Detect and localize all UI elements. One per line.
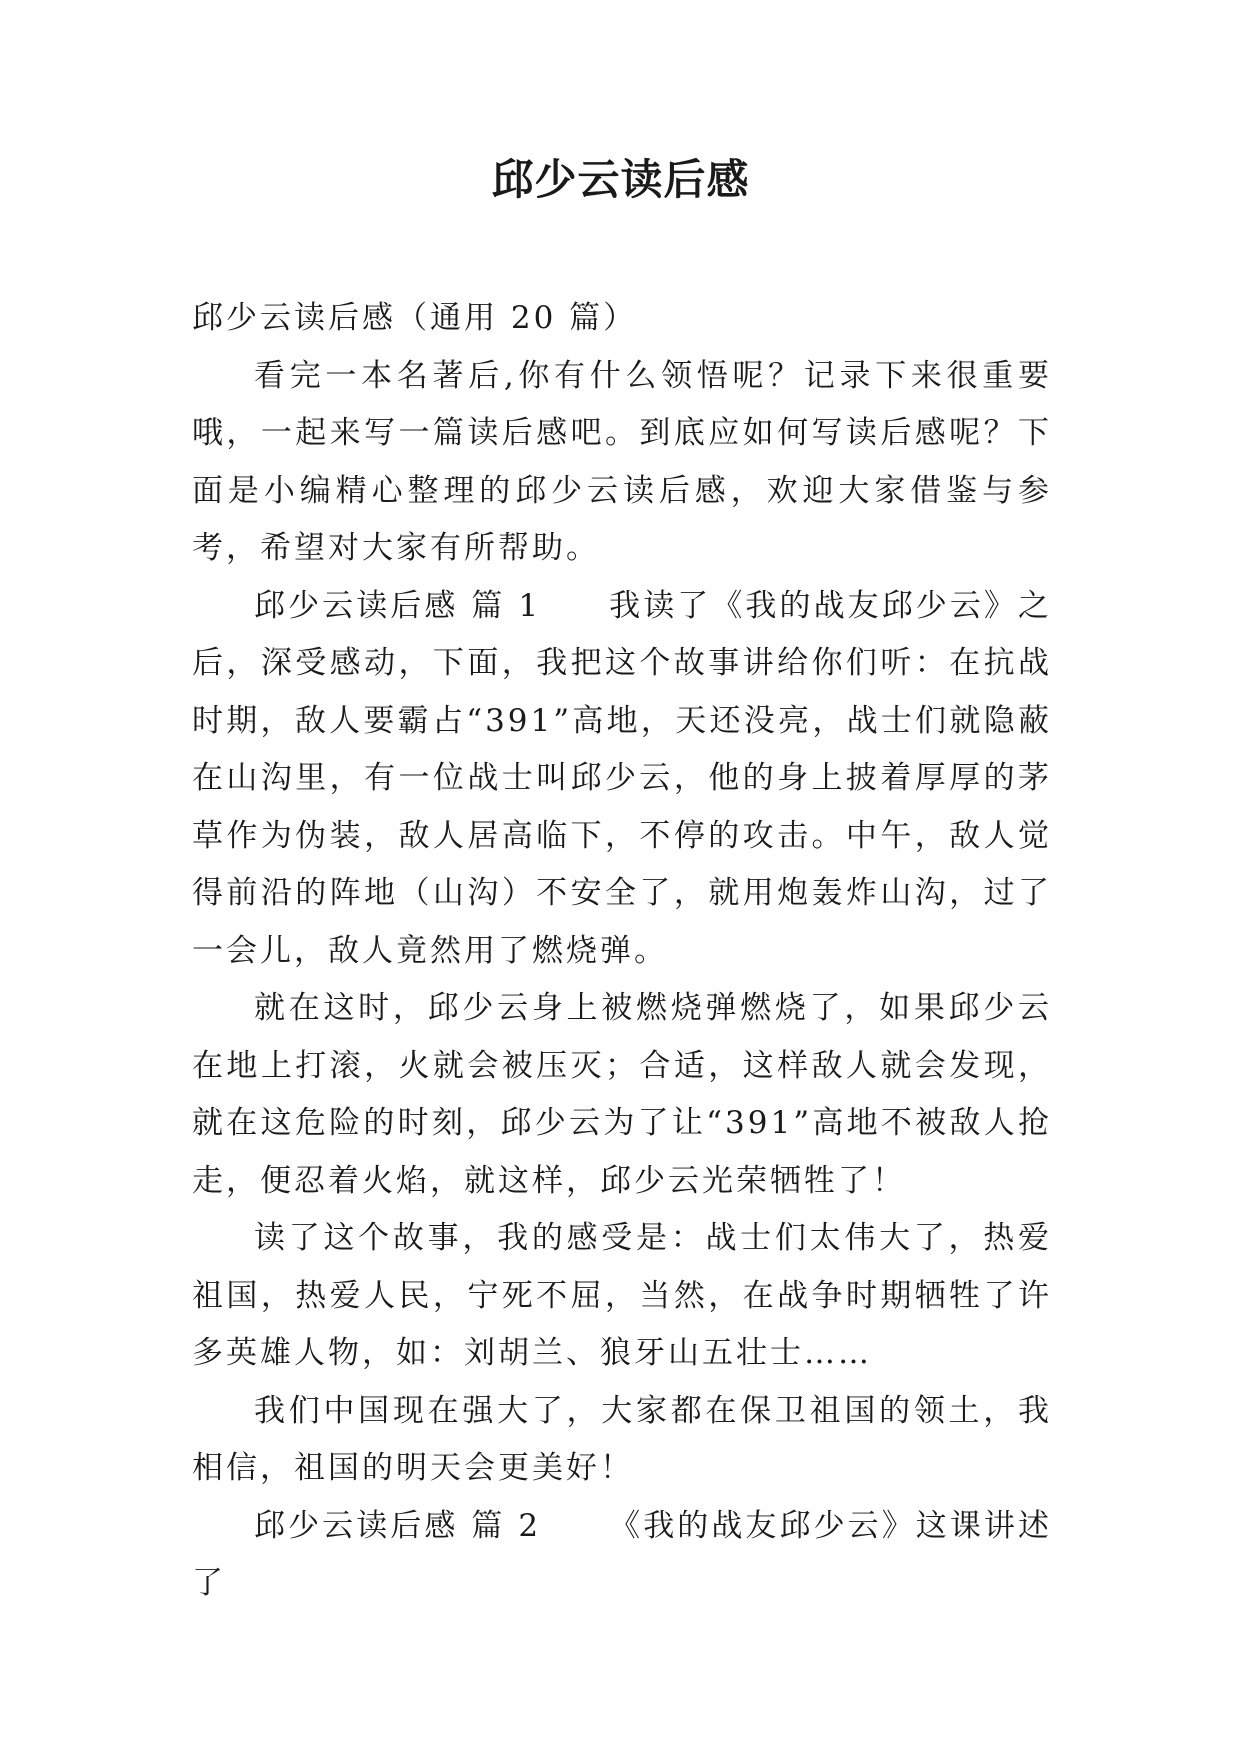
essay-1-heading: 邱少云读后感 篇 1	[254, 587, 542, 624]
page-title: 邱少云读后感	[491, 155, 750, 204]
essay-1-paragraph-1: 我读了《我的战友邱少云》之后，深受感动，下面，我把这个故事讲给你们听：在抗战时期，敌人要霸占“391”高地，天还没亮，战士们就隐蔽在山沟里，有一位战士叫邱少云，他的身上披着厚厚的茅草作为伪装，敌人居高临下，不停的攻击。中午，敌人觉得前沿的阵地（山沟）不安全了，就用炮轰炸山沟，过了一会儿，敌人竟然用了燃烧弹。	[192, 587, 1053, 969]
document-body	[192, 290, 1052, 1613]
essay-2-paragraph-1: 《我的战友邱少云》这课讲述了	[192, 1507, 1053, 1601]
document-subtitle: 邱少云读后感（通用 20 篇）	[192, 300, 638, 336]
essay-1-paragraph-4: 我们中国现在强大了，大家都在保卫祖国的领土，我相信，祖国的明天会更美好！	[192, 1392, 1052, 1486]
essay-2-opening-paragraph	[192, 1498, 1052, 1613]
essay-1-opening-paragraph	[192, 578, 1052, 981]
intro-paragraph: 看完一本名著后,你有什么领悟呢？记录下来很重要哦，一起来写一篇读后感吧。到底应如何写读后感呢？下面是小编精心整理的邱少云读后感，欢迎大家借鉴与参考，希望对大家有所帮助。	[192, 357, 1052, 566]
essay-1-paragraph-2: 就在这时，邱少云身上被燃烧弹燃烧了，如果邱少云在地上打滚，火就会被压灭；合适，这样敌人就会发现，就在这危险的时刻，邱少云为了让“391”高地不被敌人抢走，便忍着火焰，就这样，邱少云光荣牺牲了！	[192, 990, 1052, 1199]
essay-2-heading: 邱少云读后感 篇 2	[254, 1507, 542, 1544]
essay-1-paragraph-3: 读了这个故事，我的感受是：战士们太伟大了，热爱祖国，热爱人民，宁死不屈，当然，在战争时期牺牲了许多英雄人物，如：刘胡兰、狼牙山五壮士……	[192, 1220, 1052, 1371]
